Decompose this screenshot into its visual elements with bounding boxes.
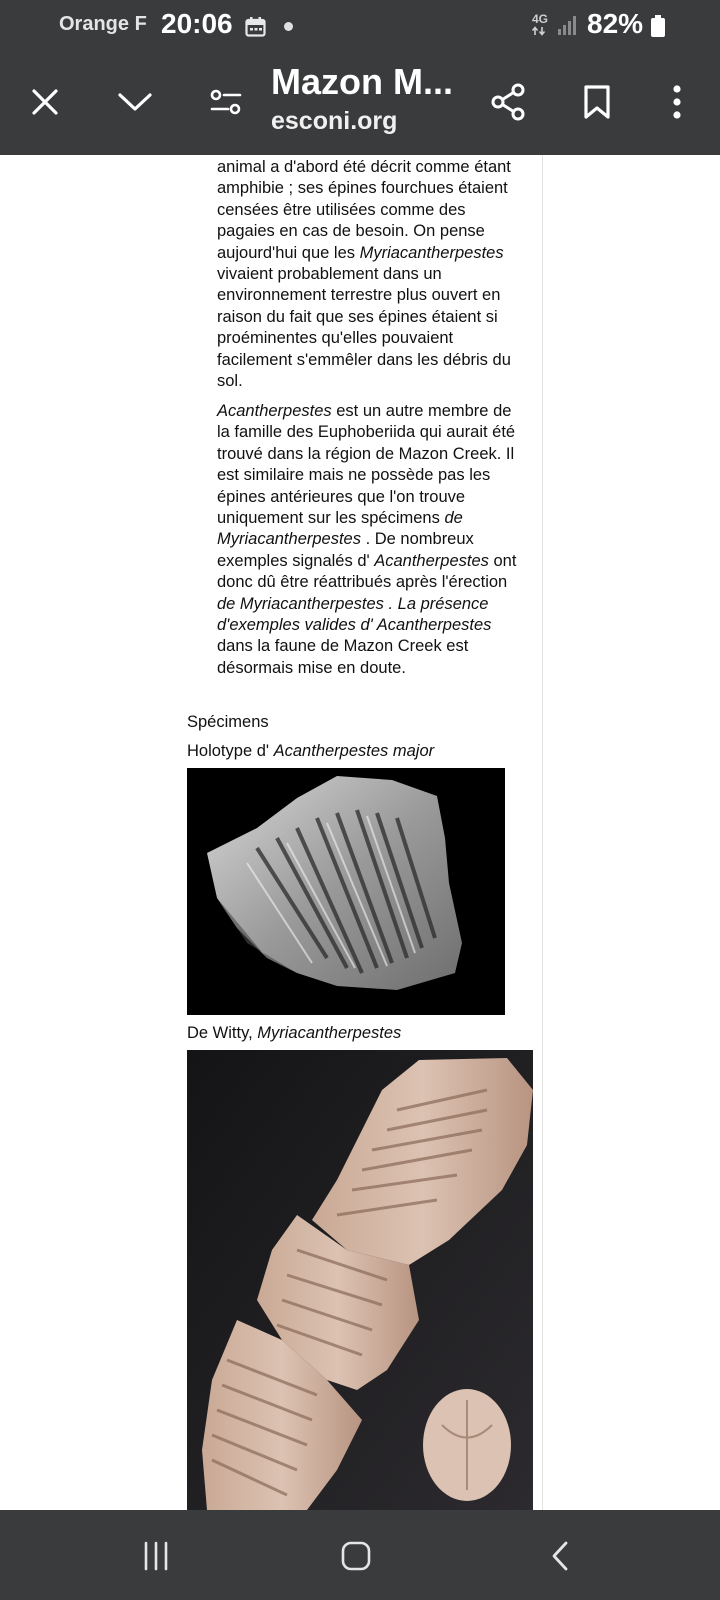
species-name: de Myriacantherpestes	[217, 509, 463, 549]
battery-percentage: 82%	[587, 8, 644, 39]
back-button[interactable]	[530, 1530, 590, 1582]
close-icon	[30, 87, 60, 117]
paragraph-text: dans la faune de Mazon Creek est désormais mise en doute.	[217, 637, 469, 677]
notification-dot	[284, 22, 293, 31]
paragraph-text: animal a d'abord été décrit comme étant amphibie ; ses épines fourchues étaient censées être utilisées comme des pagaies en cas de besoin. On pense aujourd'hui que les	[217, 158, 511, 262]
image-caption-1	[187, 741, 434, 761]
network-type	[532, 13, 548, 36]
browser-toolbar	[0, 52, 720, 155]
more-options-button[interactable]	[649, 74, 705, 130]
species-name: Myriacantherpestes	[359, 243, 504, 262]
caption-species: Acantherpestes major	[273, 742, 435, 760]
fossil-photo-acantherpestes[interactable]	[187, 768, 505, 1015]
page-settings-icon	[210, 88, 242, 116]
home-icon	[340, 1540, 372, 1572]
fossil-image-2	[187, 1050, 533, 1510]
fossil-photo-myriacantherpestes[interactable]	[187, 1050, 533, 1510]
battery-icon	[651, 15, 665, 37]
more-vert-icon	[672, 85, 682, 119]
section-heading: Spécimens	[187, 713, 269, 731]
paragraph-text: ont donc dû être réattribués après l'érection	[217, 551, 517, 592]
back-icon	[550, 1540, 570, 1572]
close-button[interactable]	[17, 74, 73, 130]
article-paragraph-1	[217, 157, 517, 392]
page-domain: esconi.org	[271, 107, 398, 135]
paragraph-text: est un autre membre de la famille des Euphoberiida qui aurait été trouvé dans la région de Mazon Creek. Il est similaire mais ne possède pas les épines antérieures que l'on trouve uniquement sur les spécimens	[217, 402, 516, 528]
chevron-down-icon	[117, 91, 153, 113]
status-bar	[0, 0, 720, 52]
calendar-icon	[245, 17, 266, 37]
bookmark-button[interactable]	[569, 74, 625, 130]
fossil-image-1	[187, 768, 505, 1015]
signal-strength-icon	[556, 14, 578, 36]
share-button[interactable]	[480, 74, 536, 130]
column-divider	[542, 155, 543, 1510]
species-name: Acantherpestes	[374, 551, 489, 570]
minimize-button[interactable]	[107, 74, 163, 130]
species-name: Acantherpestes	[217, 402, 332, 420]
system-navigation-bar	[0, 1510, 720, 1600]
caption-species: Myriacantherpestes	[257, 1024, 402, 1042]
caption-text: De Witty,	[187, 1024, 258, 1042]
recent-apps-button[interactable]	[126, 1530, 186, 1582]
image-caption-2	[187, 1023, 401, 1043]
carrier-name: Orange F	[59, 13, 147, 35]
share-icon	[490, 83, 526, 121]
web-content[interactable]	[0, 155, 720, 1510]
page-title: Mazon M...	[271, 61, 453, 102]
recent-apps-icon	[141, 1541, 171, 1571]
network-type-label: 4G	[532, 12, 549, 26]
bookmark-icon	[583, 84, 611, 120]
home-button[interactable]	[326, 1530, 386, 1582]
species-name: de Myriacantherpestes . La présence d'exemples valides d' Acantherpestes	[217, 594, 492, 635]
paragraph-text: . De nombreux exemples signalés d'	[217, 530, 474, 570]
data-arrows-icon	[532, 26, 546, 36]
clock: 20:06	[161, 8, 233, 39]
title-block[interactable]	[271, 60, 471, 136]
page-settings-button[interactable]	[198, 74, 254, 130]
caption-text: Holotype d'	[187, 742, 274, 760]
paragraph-text: vivaient probablement dans un environnement terrestre plus ouvert en raison du fait que ses épines étaient si proéminentes qu'elles pouvaient facilement s'emmêler dans les débris du sol.	[217, 265, 511, 391]
article-paragraph-2	[217, 401, 517, 679]
